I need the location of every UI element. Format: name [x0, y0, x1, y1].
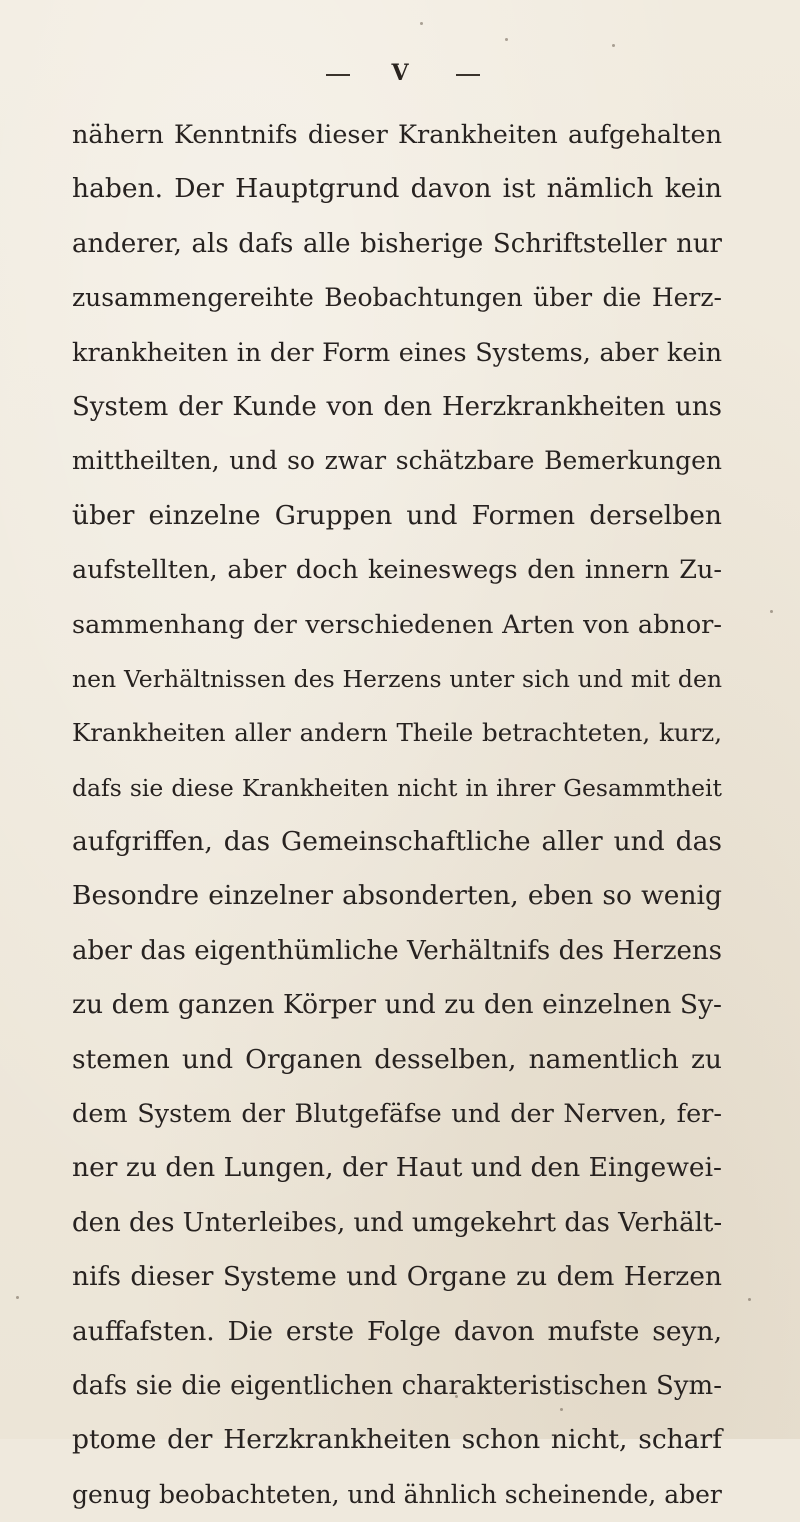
- text-line: Besondre einzelner absonderten, eben so wenig: [72, 880, 722, 912]
- text-line: anderer, als dafs alle bisherige Schriftsteller nur: [72, 228, 722, 259]
- paper-speck: [505, 38, 508, 41]
- text-line: nähern Kenntnifs dieser Krankheiten aufgehalten: [72, 120, 722, 150]
- text-line: aufstellten, aber doch keineswegs den innern Zu-: [72, 555, 722, 586]
- text-line: ptome der Herzkrankheiten schon nicht, scharf: [72, 1424, 722, 1456]
- text-line: dafs sie diese Krankheiten nicht in ihrer Gesammtheit: [72, 773, 722, 802]
- text-line: zu dem ganzen Körper und zu den einzelnen Sy-: [72, 989, 722, 1021]
- page-header: [0, 60, 800, 90]
- paper-speck: [16, 1296, 19, 1299]
- header-dash-right: [456, 74, 480, 76]
- text-line: den des Unterleibes, und umgekehrt das Verhält-: [72, 1207, 723, 1238]
- signature-mark: V: [391, 60, 409, 86]
- text-line: auffafsten. Die erste Folge davon mufste seyn,: [72, 1315, 722, 1347]
- body-text: [72, 108, 722, 1522]
- text-line: mittheilten, und so zwar schätzbare Bemerkungen: [72, 446, 722, 476]
- text-line: haben. Der Hauptgrund davon ist nämlich kein: [72, 173, 722, 205]
- text-line: krankheiten in der Form eines Systems, aber kein: [72, 337, 722, 368]
- paper-speck: [748, 1298, 751, 1301]
- text-line: System der Kunde von den Herzkrankheiten uns: [72, 391, 722, 422]
- text-line: Krankheiten aller andern Theile betrachteten, kurz,: [72, 718, 722, 748]
- text-line: aufgriffen, das Gemeinschaftliche aller und das: [72, 826, 722, 858]
- text-line: sammenhang der verschiedenen Arten von abnor-: [72, 609, 722, 640]
- paper-speck: [612, 44, 615, 47]
- header-dash-left: [326, 74, 350, 76]
- paper-speck: [770, 610, 773, 613]
- text-line: aber das eigenthümliche Verhältnifs des Herzens: [72, 935, 722, 966]
- text-line: ner zu den Lungen, der Haut und den Eingewei-: [72, 1152, 722, 1184]
- text-line: stemen und Organen desselben, namentlich zu: [72, 1043, 722, 1075]
- text-line: nen Verhältnissen des Herzens unter sich und mit den: [72, 664, 722, 693]
- text-line: nifs dieser Systeme und Organe zu dem Herzen: [72, 1261, 722, 1293]
- text-line: zusammengereihte Beobachtungen über die Herz-: [72, 283, 722, 313]
- text-line: über einzelne Gruppen und Formen derselben: [72, 499, 722, 531]
- text-line: genug beobachteten, und ähnlich scheinende, aber: [72, 1479, 722, 1509]
- paper-speck: [420, 22, 423, 25]
- text-line: dafs sie die eigentlichen charakteristischen Sym-: [72, 1370, 722, 1401]
- text-line: dem System der Blutgefäfse und der Nerven, fer-: [72, 1099, 722, 1130]
